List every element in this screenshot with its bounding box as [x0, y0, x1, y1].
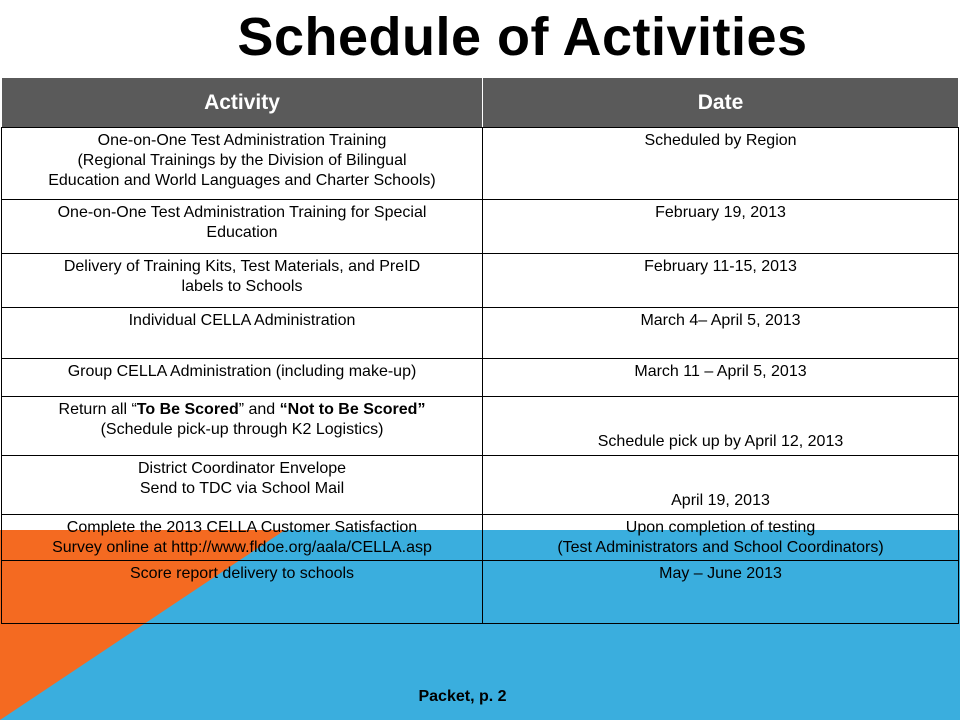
table-row: [2, 456, 959, 515]
activity-line: Individual CELLA Administration: [128, 312, 356, 329]
table-row: [2, 359, 959, 397]
activity-cell: [2, 200, 483, 254]
activity-line: District Coordinator Envelope: [137, 460, 347, 477]
activity-line: One-on-One Test Administration Training for Special: [57, 204, 427, 221]
activity-line: Education and World Languages and Charter Schools): [48, 172, 436, 189]
activity-line: Send to TDC via School Mail: [139, 480, 345, 497]
activity-line: Score report delivery to schools: [129, 565, 355, 582]
activity-line: Delivery of Training Kits, Test Materials, and PreID: [63, 258, 421, 275]
activity-cell: [2, 515, 483, 561]
date-line: Upon completion of testing: [625, 519, 816, 536]
activity-cell: [2, 456, 483, 515]
table-row: [2, 308, 959, 359]
text-fragment: ” and: [238, 401, 280, 418]
table-header-row: [2, 78, 959, 128]
table-row: [2, 515, 959, 561]
date-cell: February 19, 2013: [483, 200, 959, 254]
date-line: (Test Administrators and School Coordinators): [557, 539, 884, 556]
table-row: [2, 128, 959, 200]
activity-line: Survey online at http://www.fldoe.org/aala/CELLA.asp: [52, 539, 432, 556]
table-row: [2, 561, 959, 624]
activity-line: Group CELLA Administration (including make-up): [67, 363, 417, 380]
bold-fragment: To Be Scored: [136, 401, 239, 418]
column-header-activity: Activity: [2, 78, 483, 128]
activity-line: (Regional Trainings by the Division of Bilingual: [77, 152, 407, 169]
activity-line: Complete the 2013 CELLA Customer Satisfaction: [66, 519, 418, 536]
activity-cell: [2, 128, 483, 200]
packet-page-reference: Packet, p. 2: [418, 688, 507, 705]
table-row: [2, 397, 959, 456]
table-row: [2, 254, 959, 308]
activity-cell: [2, 254, 483, 308]
date-cell: February 11-15, 2013: [483, 254, 959, 308]
date-cell: May – June 2013: [483, 561, 959, 624]
date-cell: March 4– April 5, 2013: [483, 308, 959, 359]
date-cell: Scheduled by Region: [483, 128, 959, 200]
date-cell: Schedule pick up by April 12, 2013: [483, 397, 959, 456]
activity-cell: [2, 561, 483, 624]
bold-fragment: “Not to Be Scored”: [279, 401, 426, 418]
activity-line-return: [6, 400, 478, 420]
schedule-table: [1, 77, 959, 624]
date-cell: [483, 515, 959, 561]
date-cell: April 19, 2013: [483, 456, 959, 515]
date-cell: March 11 – April 5, 2013: [483, 359, 959, 397]
page-title: Schedule of Activities: [237, 7, 808, 67]
table-row: [2, 200, 959, 254]
activity-line: One-on-One Test Administration Training: [97, 132, 387, 149]
activity-line: labels to Schools: [181, 278, 303, 295]
activity-line: (Schedule pick-up through K2 Logistics): [100, 421, 384, 438]
text-fragment: Return all “: [58, 401, 137, 418]
activity-line: Education: [206, 224, 278, 241]
activity-cell: [2, 397, 483, 456]
activity-cell: [2, 308, 483, 359]
activity-cell: [2, 359, 483, 397]
column-header-date: Date: [483, 78, 959, 128]
